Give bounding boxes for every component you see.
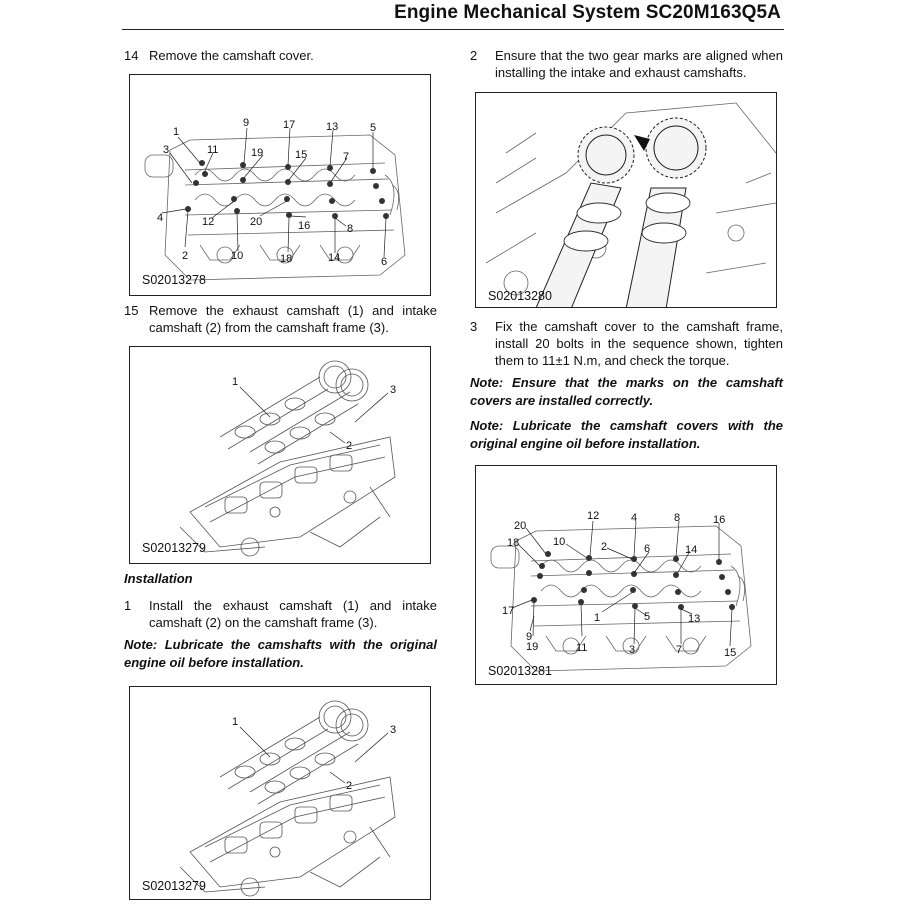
gear-alignment-illustration — [476, 93, 777, 308]
figure-camshaft-cover-install — [475, 465, 777, 685]
callout: 14 — [685, 544, 698, 556]
callout: 13 — [326, 121, 339, 133]
header-divider — [122, 29, 784, 30]
engine-illustration — [130, 75, 431, 296]
callout: 1 — [173, 126, 180, 138]
callout: 17 — [283, 119, 296, 131]
camshaft-illustration — [130, 687, 431, 900]
callout: 3 — [390, 384, 397, 396]
figure-gear-marks — [475, 92, 777, 308]
callout: 19 — [526, 641, 539, 653]
callout: 3 — [390, 724, 397, 736]
callout: 11 — [576, 642, 588, 654]
callout: 2 — [346, 440, 353, 452]
figure-code: S02013280 — [488, 289, 552, 303]
callout: 15 — [724, 647, 737, 659]
step-number: 2 — [470, 48, 478, 63]
note-marks-installed: Note: Ensure that the marks on the camshaft covers are installed correctly. — [470, 375, 783, 408]
callout: 12 — [202, 216, 215, 228]
figure-code: S02013281 — [488, 664, 552, 678]
callout: 1 — [232, 716, 239, 728]
step-text: Fix the camshaft cover to the camshaft frame, install 20 bolts in the sequence shown, tighten them to 11±1 N.m, and check the torque. — [495, 319, 783, 368]
callout: 6 — [381, 256, 388, 268]
callout: 13 — [688, 613, 701, 625]
callout: 18 — [507, 537, 520, 549]
callout: 8 — [347, 223, 354, 235]
callout: 10 — [553, 536, 566, 548]
camshaft-illustration — [130, 347, 431, 564]
figure-camshaft-cover-removal — [129, 74, 431, 296]
step-text: Install the exhaust camshaft (1) and intake camshaft (2) on the camshaft frame (3). — [149, 598, 437, 630]
figure-code: S02013278 — [142, 273, 206, 287]
page-title: Engine Mechanical System SC20M163Q5A — [394, 2, 781, 23]
step-number: 1 — [124, 598, 132, 613]
callout: 5 — [644, 611, 651, 623]
callout: 10 — [231, 250, 244, 262]
callout: 15 — [295, 149, 308, 161]
figure-camshaft-removal — [129, 346, 431, 564]
figure-code: S02013279 — [142, 879, 206, 893]
callout: 3 — [629, 644, 636, 656]
callout: 19 — [251, 147, 264, 159]
step-number: 15 — [124, 303, 139, 318]
callout: 2 — [601, 541, 608, 553]
callout: 7 — [676, 644, 683, 656]
callout: 12 — [587, 510, 600, 522]
callout: 7 — [343, 151, 350, 163]
callout: 11 — [207, 144, 219, 156]
callout: 2 — [346, 780, 353, 792]
callout: 17 — [502, 605, 515, 617]
step-text: Remove the exhaust camshaft (1) and intake camshaft (2) from the camshaft frame (3). — [149, 303, 437, 335]
step-number: 14 — [124, 48, 139, 63]
callout: 1 — [232, 376, 239, 388]
callout: 1 — [594, 612, 601, 624]
figure-code: S02013279 — [142, 541, 206, 555]
engine-illustration — [476, 466, 777, 685]
callout: 4 — [631, 512, 638, 524]
callout: 3 — [163, 144, 170, 156]
callout: 4 — [157, 212, 164, 224]
callout: 16 — [298, 220, 311, 232]
figure-camshaft-install — [129, 686, 431, 900]
installation-heading: Installation — [124, 571, 193, 586]
callout: 6 — [644, 543, 651, 555]
callout: 16 — [713, 514, 726, 526]
callout: 9 — [526, 631, 533, 643]
note-lubricate-covers: Note: Lubricate the camshaft covers with the original engine oil before installation. — [470, 418, 783, 451]
callout: 5 — [370, 122, 377, 134]
callout: 18 — [280, 253, 293, 265]
callout: 20 — [250, 216, 263, 228]
note-lubricate-camshafts: Note: Lubricate the camshafts with the original engine oil before installation. — [124, 637, 437, 670]
callout: 9 — [243, 117, 250, 129]
step-number: 3 — [470, 319, 478, 334]
page-header — [0, 0, 905, 30]
callout: 2 — [182, 250, 189, 262]
callout: 8 — [674, 512, 681, 524]
step-text: Ensure that the two gear marks are aligned when installing the intake and exhaust camshafts. — [495, 48, 783, 80]
callout: 14 — [328, 252, 341, 264]
callout: 20 — [514, 520, 527, 532]
step-text: Remove the camshaft cover. — [149, 48, 314, 63]
